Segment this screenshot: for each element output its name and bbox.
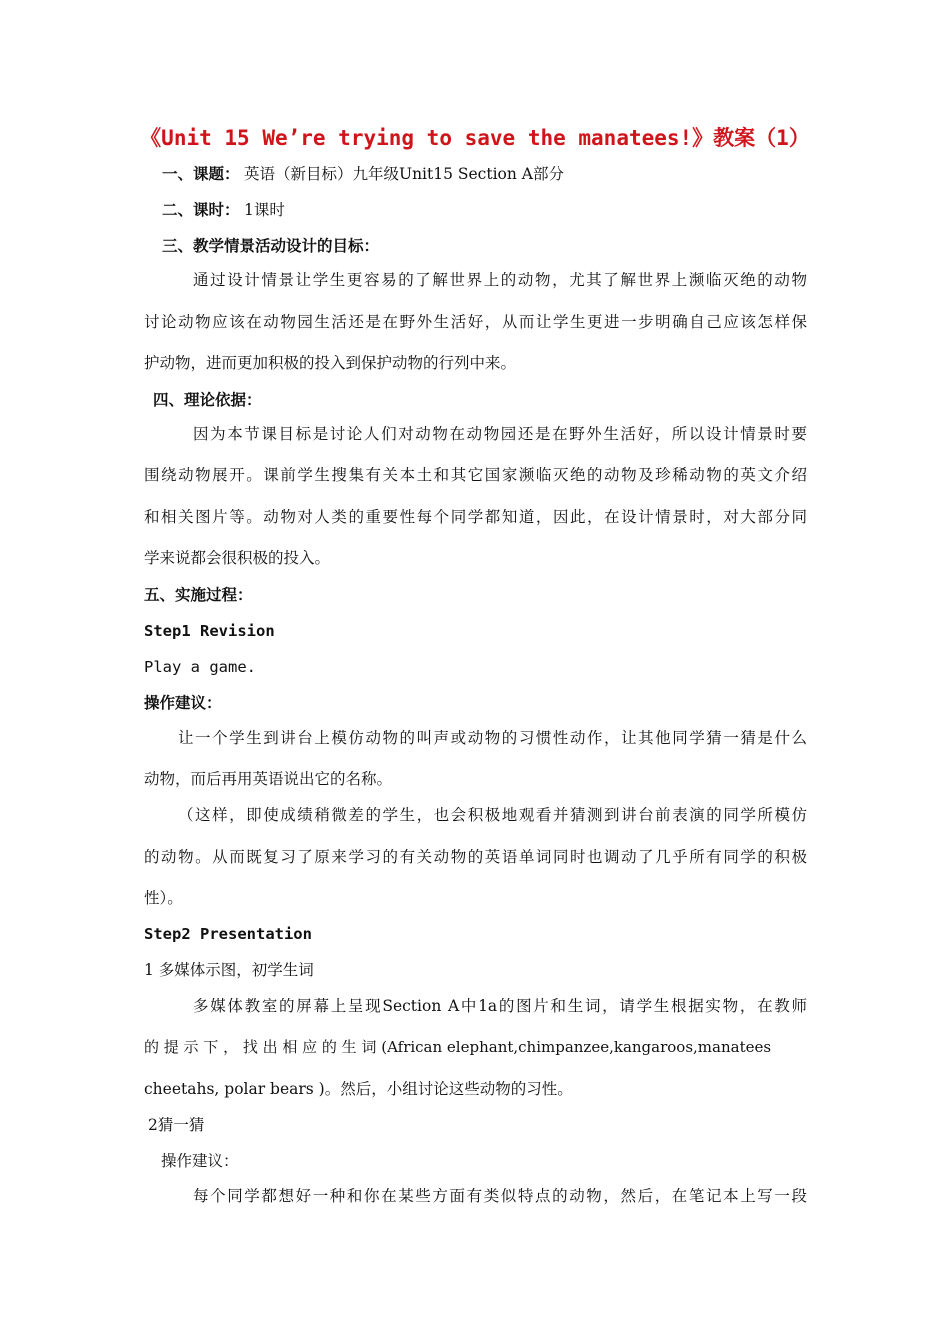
section-3-paragraph-line: 通过设计情景让学生更容易的了解世界上的动物，尤其了解世界上濒临灭绝的动物 [193, 271, 807, 289]
section-2-label: 二、课时： [162, 200, 240, 219]
section-1-label: 一、课题： [162, 164, 240, 183]
step2-item-2: 2猜一猜 [148, 1116, 205, 1134]
section-4-paragraph-line: 因为本节课目标是讨论人们对动物在动物园还是在野外生活好，所以设计情景时要 [193, 425, 807, 443]
section-1-value: 英语（新目标）九年级Unit15 Section A部分 [244, 165, 564, 183]
section-4-label: 四、理论依据： [153, 390, 262, 409]
operation-paragraph-line: 动物，而后再用英语说出它的名称。 [144, 770, 393, 788]
operation-suggestion-label: 操作建议： [144, 693, 222, 712]
step2-paragraph-line: 多媒体教室的屏幕上呈现Section A中1a的图片和生词，请学生根据实物，在教师 [193, 997, 807, 1015]
step2-paragraph-line: 的 提 示 下 ， 找 出 相 应 的 生 词 (African elephant,chimpanzee,kangaroos,manatees [144, 1038, 772, 1056]
operation-suggestion-label-2: 操作建议： [161, 1152, 239, 1170]
document-title: 《Unit 15 We’re trying to save the manatees!》教案（1） [140, 126, 810, 150]
step2-title: Step2 Presentation [144, 925, 312, 943]
section-3-paragraph-line: 讨论动物应该在动物园生活还是在野外生活好，从而让学生更进一步明确自己应该怎样保 [144, 313, 807, 331]
section-3-paragraph-line: 护动物，进而更加积极的投入到保护动物的行列中来。 [144, 354, 517, 372]
operation-paragraph-line: 让一个学生到讲台上模仿动物的叫声或动物的习惯性动作，让其他同学猜一猜是什么 [178, 729, 807, 747]
step2-item-1: 1 多媒体示图，初学生词 [144, 961, 314, 979]
step2-paragraph-line: cheetahs, polar bears )。然后，小组讨论这些动物的习性。 [144, 1080, 573, 1098]
operation-note-line: 的动物。从而既复习了原来学习的有关动物的英语单词同时也调动了几乎所有同学的积极 [144, 848, 807, 866]
section-3-label: 三、教学情景活动设计的目标： [162, 236, 380, 255]
operation-note-line: （这样，即使成绩稍微差的学生，也会积极地观看并猜测到讲台前表演的同学所模仿 [178, 806, 807, 824]
section-4-paragraph-line: 学来说都会很积极的投入。 [144, 549, 331, 567]
section-2-value: 1课时 [244, 201, 285, 219]
section-4-paragraph-line: 和相关图片等。动物对人类的重要性每个同学都知道，因此，在设计情景时，对大部分同 [144, 508, 807, 526]
step1-title: Step1 Revision [144, 622, 275, 640]
operation-2-paragraph-line: 每个同学都想好一种和你在某些方面有类似特点的动物，然后，在笔记本上写一段 [193, 1187, 807, 1205]
step1-text: Play a game. [144, 658, 256, 676]
section-4-paragraph-line: 围绕动物展开。课前学生搜集有关本土和其它国家濒临灭绝的动物及珍稀动物的英文介绍 [144, 466, 807, 484]
operation-note-line: 性）。 [144, 889, 183, 907]
section-5-label: 五、实施过程： [144, 585, 253, 604]
